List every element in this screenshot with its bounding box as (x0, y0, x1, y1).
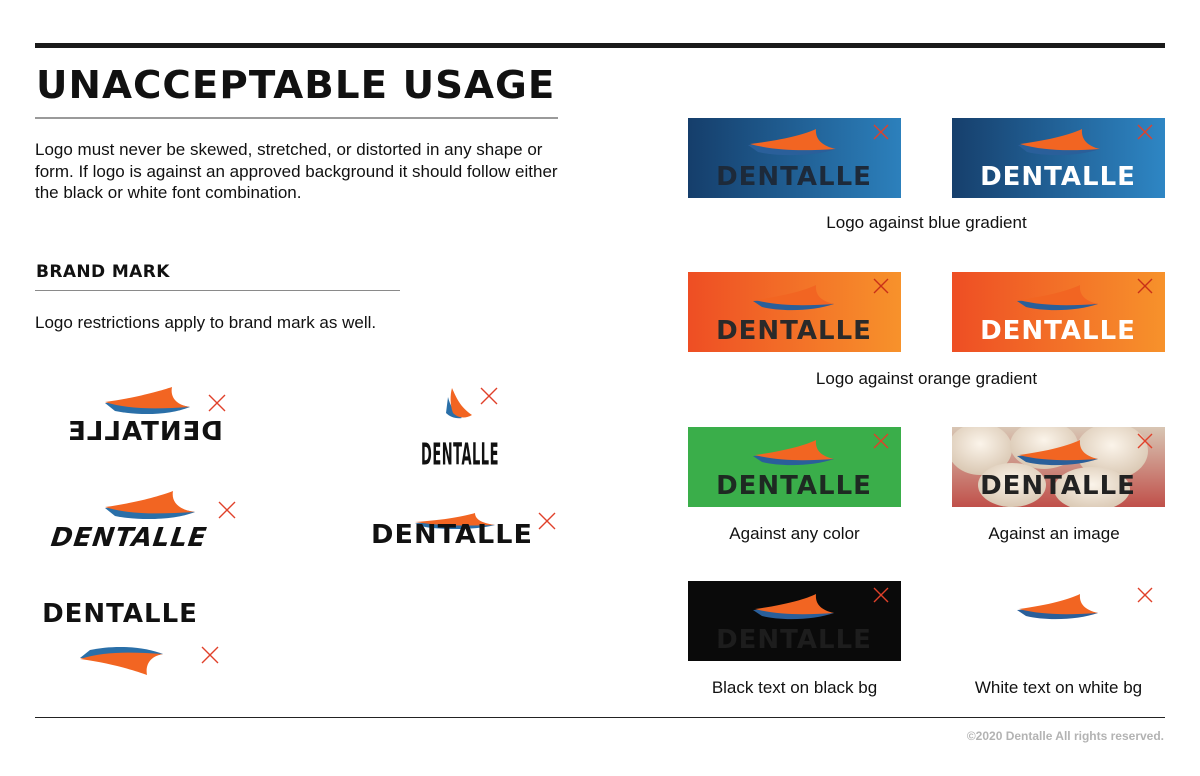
brand-mark-underline (35, 290, 400, 291)
stretched-wordmark: DENTALLE (371, 520, 533, 550)
blue-gradient-white-text-tile (952, 118, 1165, 198)
logo-swoosh-icon (105, 387, 190, 414)
logo-swoosh-icon (105, 491, 195, 519)
orange-gradient-dark-text-tile (688, 272, 901, 352)
caption-blue: Logo against blue gradient (826, 213, 1027, 232)
stretched-logo-example (365, 510, 540, 550)
condensed-wordmark: DENTALLE (421, 438, 499, 470)
caption-color: Against any color (729, 524, 860, 543)
dark-wordmark: DENTALLE (980, 471, 1136, 501)
intro-text: Logo must never be skewed, stretched, or distorted in any shape or form. If logo is against an approved background it should follow either the black or white font combination. (35, 140, 558, 202)
skewed-wordmark: DENTALLE (46, 522, 212, 553)
dark-wordmark: DENTALLE (716, 316, 872, 346)
black-wordmark: DENTALLE (716, 625, 872, 655)
close-x-icon (217, 500, 237, 520)
skewed-logo-example (35, 488, 225, 553)
white-wordmark: DENTALLE (980, 316, 1136, 346)
caption-white: White text on white bg (974, 678, 1143, 697)
caption-orange: Logo against orange gradient (815, 369, 1038, 388)
logo-swoosh-icon (446, 388, 472, 418)
mirrored-wordmark: DENTALLE (67, 417, 223, 447)
flipped-wordmark: DENTALLE (42, 600, 198, 629)
white-wordmark: DENTALLE (980, 162, 1136, 192)
black-background-tile (688, 581, 901, 661)
white-background-tile (952, 581, 1165, 661)
page-title: UNACCEPTABLE USAGE (36, 63, 556, 107)
image-background-tile (952, 427, 1165, 507)
green-background-tile (688, 427, 901, 507)
brand-mark-heading: BRAND MARK (36, 262, 170, 282)
copyright-text: ©2020 Dentalle All rights reserved. (966, 729, 1164, 743)
caption-image: Against an image (988, 524, 1120, 543)
close-x-icon (537, 511, 557, 531)
flipped-logo-example (35, 600, 210, 680)
title-underline (35, 117, 558, 119)
top-divider (35, 43, 1165, 48)
dark-wordmark: DENTALLE (716, 471, 872, 501)
close-x-icon (200, 645, 220, 665)
orange-gradient-white-text-tile (952, 272, 1165, 352)
footer-divider (35, 717, 1165, 718)
brand-mark-text: Logo restrictions apply to brand mark as well. (35, 313, 377, 332)
close-x-icon (479, 386, 499, 406)
logo-swoosh-icon (80, 647, 163, 675)
dark-wordmark: DENTALLE (716, 162, 872, 192)
blue-gradient-dark-text-tile (688, 118, 901, 198)
close-x-icon (207, 393, 227, 413)
caption-black: Black text on black bg (711, 678, 878, 697)
